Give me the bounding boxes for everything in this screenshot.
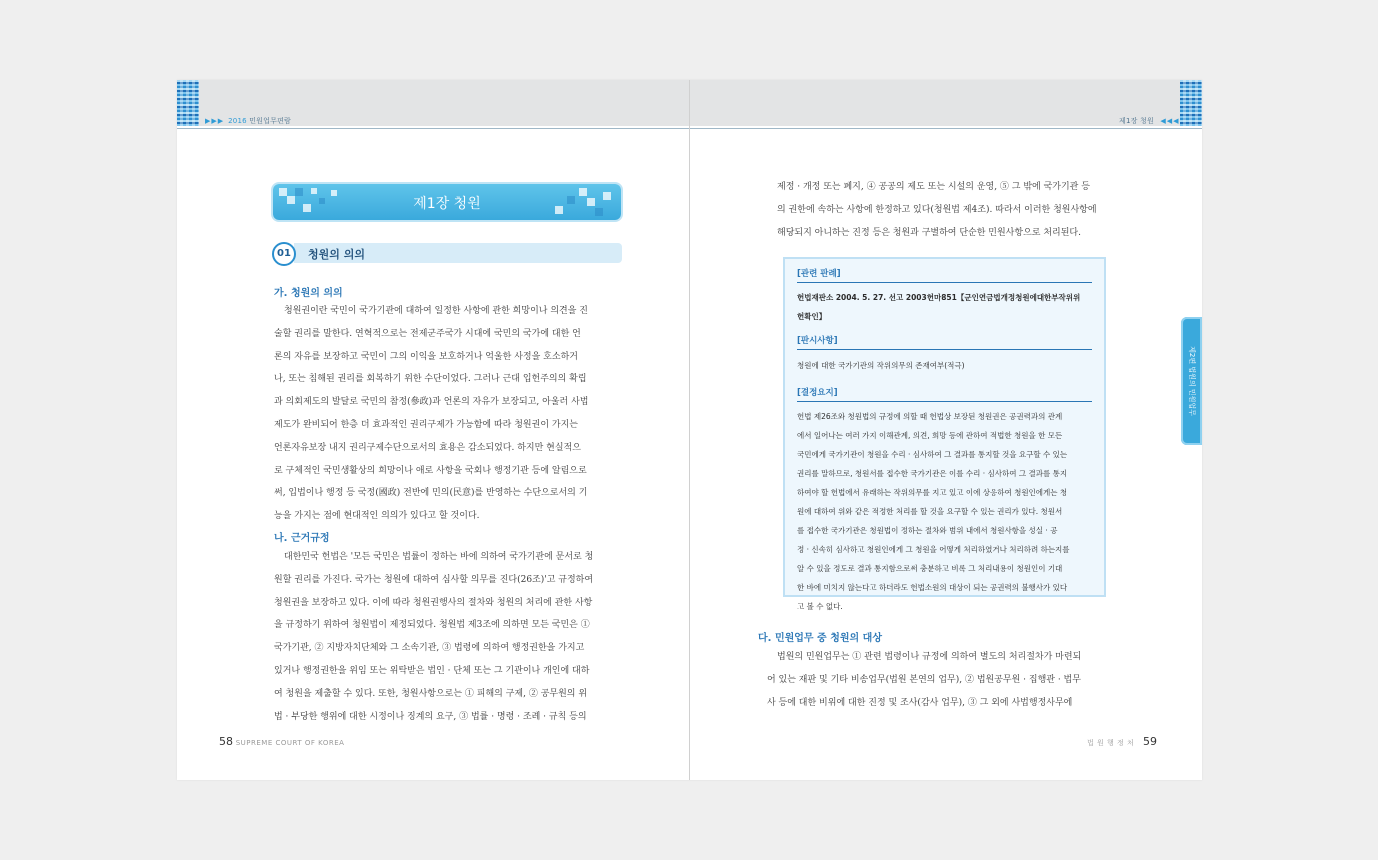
summary-line: 한 바에 미치지 않는다고 하더라도 헌법소원의 대상이 되는 공권력의 불행사가 있다 <box>797 583 1068 592</box>
body-line: 론의 자유를 보장하고 국민이 그의 이익을 보호하거나 억울한 사정을 호소하거 <box>274 351 578 362</box>
footer-text: 법 원 행 정 처 <box>1087 739 1135 747</box>
book-spread <box>177 80 1202 780</box>
left-footer <box>219 735 344 748</box>
summary-heading: [결정요지] <box>797 388 838 398</box>
right-header-rule <box>690 128 1202 129</box>
chapter-side-tab[interactable] <box>1181 317 1202 445</box>
body-line: 대한민국 헌법은 '모든 국민은 법률이 정하는 바에 의하여 국가기관에 문서로 청 <box>284 552 594 562</box>
body-line: 원할 권리를 가진다. 국가는 청원에 대하여 심사할 의무를 진다(26조)'고 규정하여 <box>274 574 594 585</box>
body-line: 청원권이란 국민이 국가기관에 대하여 일정한 사항에 관한 희망이나 의견을 진 <box>284 306 588 316</box>
left-page <box>177 80 689 780</box>
side-tab-label: 제2편 법원의 민원업무 <box>1187 346 1196 416</box>
right-page <box>690 80 1202 780</box>
subsection-b-title: 나. 근거규정 <box>274 533 330 544</box>
running-header-title: 제1장 청원 <box>1119 117 1154 125</box>
body-line: 을 규정하기 위하여 청원법이 제정되었다. 청원법 제3조에 의하면 모든 국민은 ① <box>274 620 590 631</box>
subsection-a-title: 가. 청원의 의의 <box>274 288 343 299</box>
body-line: 의 권한에 속하는 사항에 한정하고 있다(청원법 제4조). 따라서 이러한 청원사항에 <box>777 204 1097 215</box>
arrow-left-icon: ◀◀◀ <box>1160 117 1180 125</box>
section-number-badge: 01 <box>272 242 296 266</box>
ruling-heading: [판시사항] <box>797 336 838 346</box>
summary-line: 권리를 말하므로, 청원서를 접수한 국가기관은 이를 수리 · 심사하여 그 결과를 통지 <box>797 469 1068 478</box>
body-line: 어 있는 재판 및 기타 비송업무(법원 본연의 업무), ② 법원공무원 · 집행관 · 법무 <box>767 674 1081 685</box>
intro-paragraph <box>777 176 1125 244</box>
case-citation <box>797 288 1092 326</box>
left-mosaic-decoration <box>177 80 199 126</box>
right-footer <box>1087 735 1157 748</box>
summary-line: 하여야 할 헌법에서 유래하는 작위의무를 지고 있고 이에 상응하여 청원인에게는 청 <box>797 488 1068 497</box>
ruling-line: 청원에 대한 국가기관의 작위의무의 존재여부(적극) <box>797 361 965 370</box>
body-line: 술할 권리를 말한다. 연혁적으로는 전제군주국가 시대에 국민의 국가에 대한 언 <box>274 328 581 339</box>
chapter-title: 제1장 청원 <box>413 196 481 212</box>
ruling-heading-rule <box>797 349 1092 350</box>
body-line: 사 등에 대한 비위에 대한 진정 및 조사(감사 업무), ③ 그 외에 사법행정사무에 <box>767 697 1073 708</box>
summary-text <box>797 407 1092 616</box>
summary-line: 고 볼 수 없다. <box>797 602 843 611</box>
section-heading <box>272 242 622 264</box>
body-line: 법 · 부당한 행위에 대한 시정이나 징계의 요구, ③ 법률 · 명령 · 조례 · 규칙 등의 <box>274 711 587 722</box>
chapter-title-box <box>273 184 621 220</box>
page-number: 59 <box>1142 735 1157 748</box>
subsection-b-body <box>274 546 622 728</box>
summary-line: 를 접수한 국가기관은 청원법이 정하는 절차와 범위 내에서 청원사항을 성실 · 공 <box>797 526 1058 535</box>
body-line: 나, 또는 침해된 권리를 회복하기 위한 수단이었다. 그러나 근대 입헌주의의 확립 <box>274 374 587 385</box>
summary-heading-rule <box>797 401 1092 402</box>
left-header-rule <box>177 128 689 129</box>
body-line: 법원의 민원업무는 ① 관련 법령이나 규정에 의하여 별도의 처리절차가 마련되 <box>777 652 1082 662</box>
subsection-a-body <box>274 300 622 528</box>
case-line: 헌확인】 <box>797 312 827 321</box>
right-running-header <box>1119 116 1180 126</box>
body-line: 해당되지 아니하는 진정 등은 청원과 구별하여 단순한 민원사항으로 처리된다. <box>777 227 1081 238</box>
body-line: 써, 입법이나 행정 등 국정(國政) 전반에 민의(民意)를 반영하는 수단으로서의 기 <box>274 488 588 499</box>
summary-line: 헌법 제26조와 청원법의 규정에 의할 때 헌법상 보장된 청원권은 공권력과의 관계 <box>797 412 1063 421</box>
body-line: 국가기관, ② 지방자치단체와 그 소속기관, ③ 법령에 의하여 행정권한을 가지고 <box>274 643 585 654</box>
body-line: 청원권을 보장하고 있다. 이에 따라 청원권행사의 절차와 청원의 처리에 관한 사항 <box>274 597 593 608</box>
body-line: 있거나 행정권한을 위임 또는 위탁받은 법인 · 단체 또는 그 기관이나 개인에 대하 <box>274 665 590 676</box>
page-number: 58 <box>219 735 233 748</box>
subsection-c-body <box>767 646 1125 714</box>
body-line: 여 청원을 제출할 수 있다. 또한, 청원사항으로는 ① 피해의 구제, ② 공무원의 위 <box>274 688 588 699</box>
body-line: 제정 · 개정 또는 폐지, ④ 공공의 제도 또는 시설의 운영, ⑤ 그 밖에 국가기관 등 <box>777 182 1090 192</box>
left-running-header <box>205 116 291 126</box>
section-heading-label: 청원의 의의 <box>308 248 365 261</box>
summary-line: 원에 대하여 위와 같은 적정한 처리를 할 것을 요구할 수 있는 권리가 있다. 청원서 <box>797 507 1063 516</box>
arrow-right-icon: ▶▶▶ <box>205 117 225 125</box>
summary-line: 국민에게 국가기관이 청원을 수리 · 심사하여 그 결과를 통지할 것을 요구할 수 있는 <box>797 450 1068 459</box>
case-heading-rule <box>797 282 1092 283</box>
body-line: 능을 가지는 점에 현대적인 의의가 있다고 할 것이다. <box>274 511 480 522</box>
right-mosaic-decoration <box>1180 80 1202 126</box>
subsection-c-title: 다. 민원업무 중 청원의 대상 <box>758 633 882 644</box>
case-line: 헌법재판소 2004. 5. 27. 선고 2003헌마851【군인연금법개정청원에대한부작위위 <box>797 293 1081 302</box>
body-line: 로 구체적인 국민생활상의 희망이나 애로 사항을 국회나 행정기관 등에 알림으로 <box>274 465 587 476</box>
case-reference-box <box>783 257 1106 611</box>
case-heading: [관련 판례] <box>797 269 841 279</box>
body-line: 과 의회제도의 발달로 국민의 참정(參政)과 언론의 자유가 보장되고, 아울러 사법 <box>274 397 589 408</box>
ruling-text <box>797 356 1092 375</box>
summary-line: 알 수 있을 정도로 결과 통지함으로써 충분하고 비록 그 처리내용이 청원인이 기대 <box>797 564 1063 573</box>
footer-text: SUPREME COURT OF KOREA <box>235 739 345 747</box>
running-header-year: 2016 <box>228 117 247 125</box>
body-line: 제도가 완비되어 한층 더 효과적인 권리구제가 가능함에 따라 청원권이 가지는 <box>274 419 578 430</box>
summary-line: 에서 일어나는 여러 가지 이해관계, 의견, 희망 등에 관하여 적법한 청원을 한 모든 <box>797 431 1063 440</box>
summary-line: 정 · 신속히 심사하고 청원인에게 그 청원을 어떻게 처리하였거나 처리하려 하는지를 <box>797 545 1070 554</box>
running-header-title: 민원업무편람 <box>249 117 291 125</box>
body-line: 언론자유보장 내지 권리구제수단으로서의 효용은 감소되었다. 하지만 현실적으 <box>274 442 581 453</box>
